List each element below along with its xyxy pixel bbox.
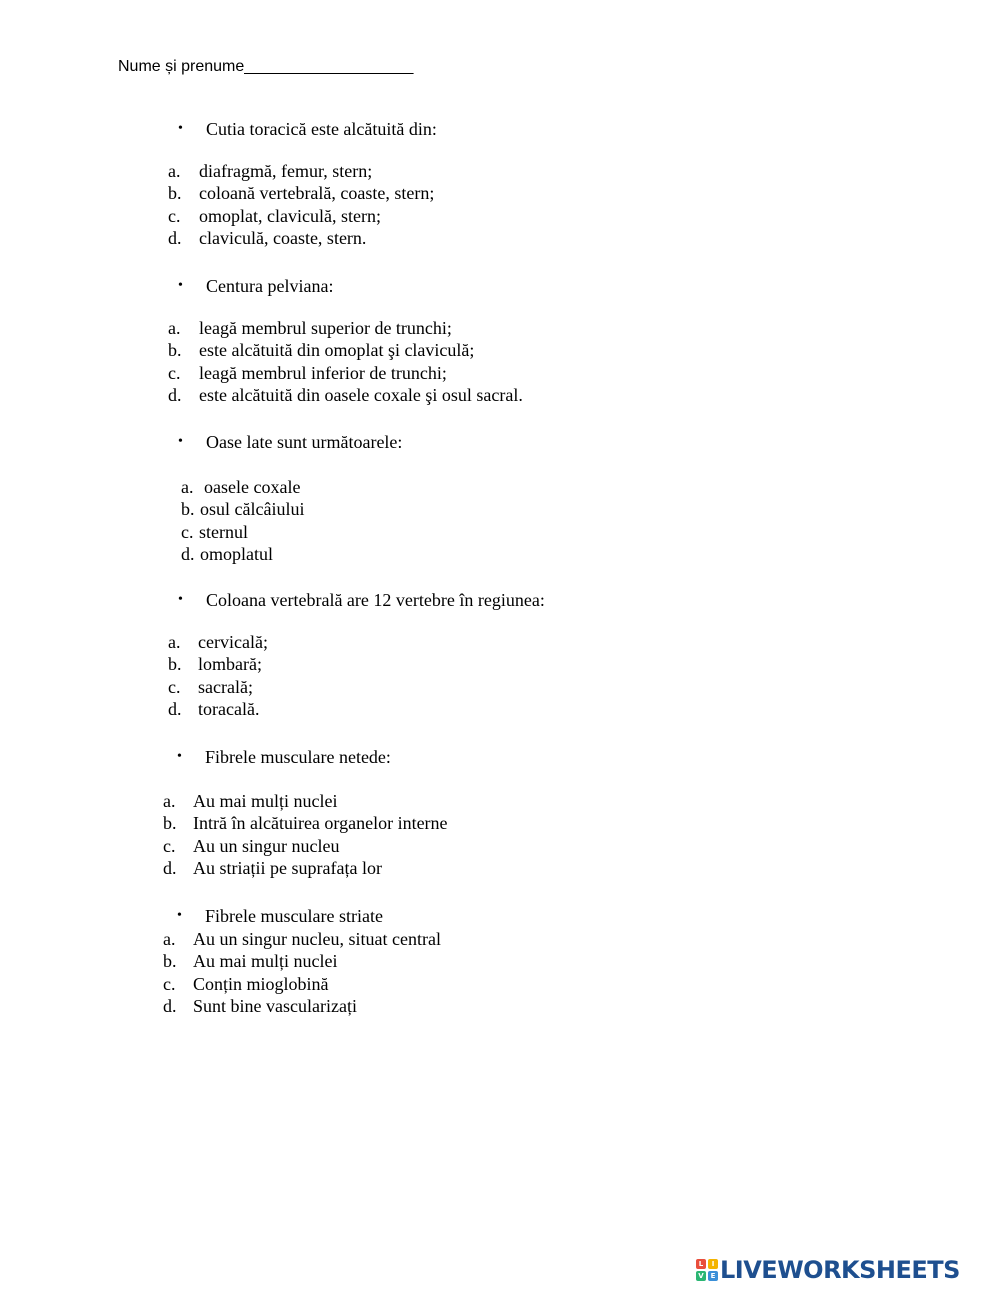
option-c[interactable] xyxy=(163,973,441,996)
option-letter: c. xyxy=(168,205,181,226)
option-text: sacrală; xyxy=(198,676,253,697)
option-d[interactable] xyxy=(168,384,523,407)
option-text: este alcătuită din omoplat şi claviculă; xyxy=(199,340,475,360)
option-letter: a. xyxy=(168,631,181,652)
option-letter: a. xyxy=(168,160,181,181)
option-letter: c. xyxy=(168,676,181,697)
option-b[interactable] xyxy=(168,498,402,521)
question-6 xyxy=(163,905,441,1018)
option-letter: a. xyxy=(168,317,181,338)
option-b[interactable] xyxy=(163,950,441,973)
question-stem xyxy=(163,905,441,928)
option-letter: d. xyxy=(181,544,195,564)
option-d[interactable] xyxy=(168,227,437,250)
question-text: Fibrele musculare netede: xyxy=(205,747,391,767)
option-b[interactable] xyxy=(168,339,523,362)
option-text: omoplat, claviculă, stern; xyxy=(199,205,381,226)
logo-block: V xyxy=(696,1271,706,1281)
question-stem xyxy=(163,746,448,769)
bullet-icon: • xyxy=(178,592,183,607)
logo-block: I xyxy=(708,1259,718,1269)
option-c[interactable] xyxy=(168,676,545,699)
option-letter: b. xyxy=(168,654,182,674)
option-letter: b. xyxy=(163,813,177,833)
option-text: este alcătuită din oasele coxale şi osul sacral. xyxy=(199,385,523,405)
option-text: omoplatul xyxy=(200,544,273,564)
option-letter: d. xyxy=(163,996,177,1016)
question-4 xyxy=(168,589,545,721)
option-text: cervicală; xyxy=(198,631,268,652)
option-letter: d. xyxy=(168,228,182,248)
option-c[interactable] xyxy=(168,521,402,544)
option-letter: d. xyxy=(163,858,177,878)
question-stem xyxy=(168,431,402,454)
question-text: Oase late sunt următoarele: xyxy=(206,432,403,452)
bullet-icon: • xyxy=(178,278,183,293)
option-text: leagă membrul superior de trunchi; xyxy=(199,317,452,338)
option-letter: a. xyxy=(163,928,176,949)
question-text: Fibrele musculare striate xyxy=(205,906,383,926)
option-d[interactable] xyxy=(168,698,545,721)
option-a[interactable] xyxy=(168,160,437,183)
option-b[interactable] xyxy=(163,812,448,835)
logo-text: LIVEWORKSHEETS xyxy=(720,1256,960,1284)
option-text: Au striații pe suprafața lor xyxy=(193,858,382,878)
option-text: osul călcâiului xyxy=(200,499,305,519)
option-letter: b. xyxy=(181,499,195,519)
question-text: Coloana vertebrală are 12 vertebre în regiunea: xyxy=(206,590,545,610)
option-letter: a. xyxy=(163,790,176,811)
question-text: Cutia toracică este alcătuită din: xyxy=(206,119,437,139)
option-d[interactable] xyxy=(163,995,441,1018)
logo-block: E xyxy=(708,1271,718,1281)
option-b[interactable] xyxy=(168,182,437,205)
name-field-label: Nume și prenume___________________ xyxy=(118,58,414,75)
option-a[interactable] xyxy=(163,928,441,951)
option-letter: c. xyxy=(163,835,176,856)
question-stem xyxy=(168,275,523,298)
option-letter: c. xyxy=(163,973,176,994)
option-letter: d. xyxy=(168,699,182,719)
question-text: Centura pelviana: xyxy=(206,276,334,296)
option-text: Au mai mulți nuclei xyxy=(193,790,338,811)
question-2 xyxy=(168,275,523,407)
option-text: Au mai mulți nuclei xyxy=(193,951,338,971)
liveworksheets-logo xyxy=(696,1255,996,1285)
option-text: lombară; xyxy=(198,654,262,674)
option-c[interactable] xyxy=(163,835,448,858)
option-text: Sunt bine vascularizați xyxy=(193,996,357,1016)
option-text: oasele coxale xyxy=(204,476,301,497)
option-letter: b. xyxy=(168,340,182,360)
option-c[interactable] xyxy=(168,362,523,385)
question-3 xyxy=(168,431,402,566)
option-text: claviculă, coaste, stern. xyxy=(199,228,367,248)
question-stem xyxy=(168,589,545,612)
option-text: leagă membrul inferior de trunchi; xyxy=(199,362,447,383)
option-text: Au un singur nucleu, situat central xyxy=(193,928,441,949)
logo-block: L xyxy=(696,1259,706,1269)
option-letter: c. xyxy=(181,521,194,542)
bullet-icon: • xyxy=(178,434,183,449)
option-text: Intră în alcătuirea organelor interne xyxy=(193,813,448,833)
question-stem xyxy=(168,118,437,141)
option-a[interactable] xyxy=(163,790,448,813)
option-d[interactable] xyxy=(168,543,402,566)
option-c[interactable] xyxy=(168,205,437,228)
option-a[interactable] xyxy=(168,631,545,654)
question-5 xyxy=(163,746,448,880)
bullet-icon: • xyxy=(178,121,183,136)
option-text: sternul xyxy=(199,521,248,542)
option-letter: d. xyxy=(168,385,182,405)
option-letter: b. xyxy=(163,951,177,971)
option-letter: a. xyxy=(181,476,194,497)
option-a[interactable] xyxy=(168,317,523,340)
option-b[interactable] xyxy=(168,653,545,676)
option-text: diafragmă, femur, stern; xyxy=(199,160,373,181)
option-text: toracală. xyxy=(198,699,260,719)
option-text: Conțin mioglobină xyxy=(193,973,329,994)
option-d[interactable] xyxy=(163,857,448,880)
option-letter: c. xyxy=(168,362,181,383)
option-text: Au un singur nucleu xyxy=(193,835,340,856)
option-a[interactable] xyxy=(168,476,402,499)
logo-blocks-icon xyxy=(696,1259,718,1281)
bullet-icon: • xyxy=(177,749,182,764)
option-letter: b. xyxy=(168,183,182,203)
question-1 xyxy=(168,118,437,250)
option-text: coloană vertebrală, coaste, stern; xyxy=(199,183,435,203)
bullet-icon: • xyxy=(177,908,182,923)
